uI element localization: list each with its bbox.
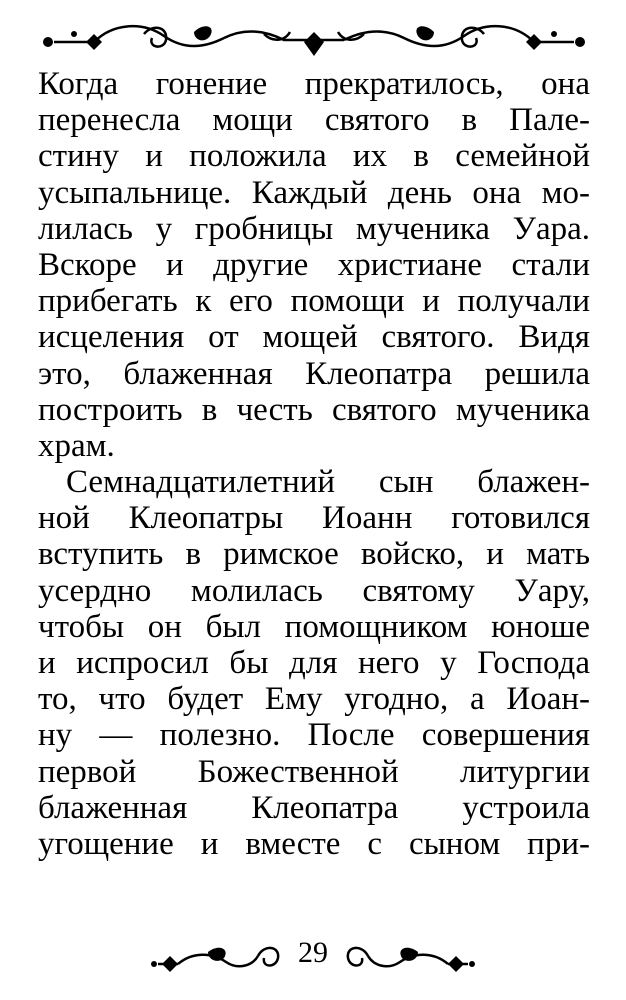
text-line: вступить в римское войско, и мать (38, 536, 590, 573)
text-line: блаженная Клеопатра устроила (38, 789, 590, 826)
text-line: чтобы он был помощником юноше (38, 608, 590, 645)
text-line: прибегать к его помощи и получали (38, 283, 590, 320)
text-line: усыпальнице. Каждый день она мо- (38, 174, 590, 211)
paragraph-1 (38, 66, 590, 464)
floral-swirl-ornament-icon (148, 930, 288, 980)
text-line: стину и положила их в семейной (38, 138, 590, 175)
page-number: 29 (298, 936, 328, 969)
text-line: построить в честь святого мученика (38, 391, 590, 428)
text-line: Вскоре и другие христиане стали (38, 246, 590, 283)
text-line: и испросил бы для него у Господа (38, 645, 590, 681)
body-text (38, 66, 590, 862)
floral-vine-ornament-icon (34, 12, 594, 64)
text-line: ну — полезно. После совершения (38, 717, 590, 754)
text-line: угощение и вместе с сыном при- (38, 825, 590, 862)
text-line: лилась у гробницы мученика Уара. (38, 210, 590, 247)
text-line: исцеления от мощей святого. Видя (38, 319, 590, 356)
text-line: это, блаженная Клеопатра решила (38, 355, 590, 392)
page-footer (148, 930, 478, 980)
text-line: то, что будет Ему угодно, а Иоан- (38, 681, 590, 718)
text-line: усердно молилась святому Уару, (38, 572, 590, 609)
text-line: перенесла мощи святого в Пале- (38, 102, 590, 139)
text-line: Когда гонение прекратилось, она (38, 66, 590, 102)
paragraph-2 (38, 464, 590, 862)
text-line: первой Божественной литургии (38, 753, 590, 790)
text-line: Семнадцатилетний сын блажен- (66, 464, 590, 501)
text-line: храм. (38, 427, 115, 464)
text-line: ной Клеопатры Иоанн готовился (38, 500, 590, 537)
floral-swirl-ornament-icon (338, 930, 478, 980)
